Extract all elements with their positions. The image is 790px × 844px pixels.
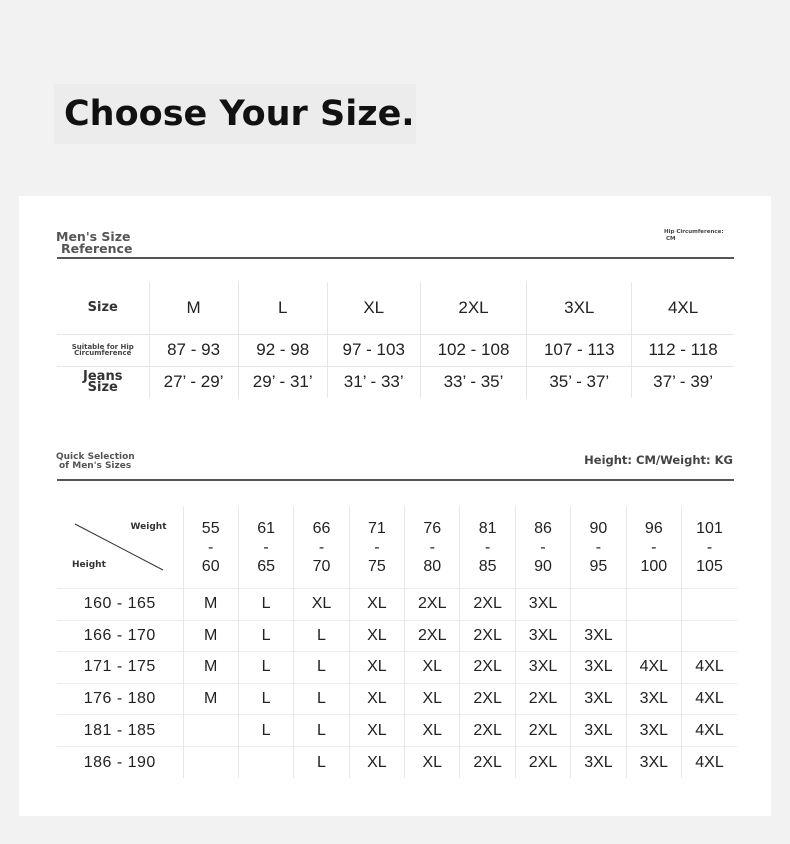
hip-unit-line2: CM bbox=[666, 236, 676, 243]
weight-dash: - bbox=[374, 538, 380, 556]
quick-selection-divider bbox=[57, 479, 734, 481]
hip-label-line1: Suitable for Hip bbox=[71, 342, 134, 351]
weight-range-header bbox=[238, 506, 293, 589]
jeans-label-line2: Size bbox=[87, 380, 118, 396]
size-recommendation: 4XL bbox=[682, 683, 737, 715]
height-range: 186 - 190 bbox=[57, 746, 183, 778]
size-recommendation: XL bbox=[349, 652, 404, 684]
weight-dash: - bbox=[651, 538, 657, 556]
size-recommendation: 2XL bbox=[405, 620, 460, 652]
height-range: 176 - 180 bbox=[57, 683, 183, 715]
weight-hi: 70 bbox=[312, 557, 331, 575]
hip-unit-line1: Hip Circumference: bbox=[664, 229, 724, 235]
size-recommendation: XL bbox=[349, 683, 404, 715]
size-reference-table bbox=[57, 282, 734, 398]
size-recommendation: 3XL bbox=[515, 620, 570, 652]
weight-hi: 90 bbox=[534, 557, 552, 575]
size-recommendation: L bbox=[238, 652, 293, 684]
height-row bbox=[57, 620, 737, 652]
hip-label-line2: Circumference bbox=[74, 349, 132, 357]
weight-lo: 81 bbox=[478, 519, 497, 537]
hip-cell: 102 - 108 bbox=[420, 334, 527, 366]
quick-selection-table bbox=[57, 506, 737, 778]
jeans-cell: 27’ - 29’ bbox=[149, 366, 238, 398]
size-recommendation: L bbox=[294, 746, 349, 778]
size-recommendation: 4XL bbox=[682, 715, 737, 747]
weight-hi: 65 bbox=[257, 557, 275, 575]
size-recommendation: 2XL bbox=[460, 683, 515, 715]
jeans-cell: 31’ - 33’ bbox=[327, 366, 420, 398]
quick-selection-title-line2: of Men's Sizes bbox=[59, 460, 132, 471]
size-row bbox=[57, 282, 734, 334]
weight-dash: - bbox=[429, 538, 435, 556]
weight-lo: 90 bbox=[589, 519, 608, 537]
hip-unit-label bbox=[664, 229, 724, 243]
size-recommendation: L bbox=[294, 652, 349, 684]
size-recommendation: 2XL bbox=[515, 683, 570, 715]
hip-cell: 97 - 103 bbox=[327, 334, 420, 366]
size-cell: 2XL bbox=[420, 282, 527, 334]
weight-hi: 60 bbox=[201, 557, 220, 575]
weight-hi: 100 bbox=[640, 557, 668, 575]
size-recommendation: 2XL bbox=[460, 652, 515, 684]
size-recommendation bbox=[183, 715, 238, 747]
size-recommendation: L bbox=[294, 620, 349, 652]
weight-hi: 95 bbox=[589, 557, 608, 575]
jeans-label-line1: Jeans bbox=[83, 368, 123, 384]
size-recommendation: L bbox=[294, 683, 349, 715]
size-recommendation: M bbox=[183, 683, 238, 715]
size-cell: 4XL bbox=[667, 297, 699, 317]
size-recommendation bbox=[626, 589, 681, 621]
size-recommendation: 4XL bbox=[626, 652, 681, 684]
weight-lo: 76 bbox=[423, 519, 442, 537]
weight-dash: - bbox=[706, 538, 713, 556]
hip-cell: 107 - 113 bbox=[527, 334, 632, 366]
height-row bbox=[57, 652, 737, 684]
height-row bbox=[57, 715, 737, 747]
size-recommendation: L bbox=[238, 715, 293, 747]
size-row-label: Size bbox=[57, 282, 149, 334]
size-recommendation: 4XL bbox=[682, 652, 737, 684]
size-recommendation: M bbox=[183, 652, 238, 684]
page-title: Choose Your Size. bbox=[54, 84, 416, 144]
weight-range-header bbox=[682, 506, 737, 589]
size-reference-title-line1: Men's Size bbox=[56, 229, 131, 244]
size-recommendation: XL bbox=[405, 683, 460, 715]
size-recommendation: 3XL bbox=[571, 652, 626, 684]
weight-range-header bbox=[349, 506, 404, 589]
weight-axis-label: Weight bbox=[130, 522, 167, 532]
size-recommendation: XL bbox=[405, 746, 460, 778]
weight-lo: 96 bbox=[644, 519, 663, 537]
size-recommendation: 2XL bbox=[460, 746, 515, 778]
quick-selection-title-line1: Quick Selection bbox=[56, 452, 135, 462]
size-recommendation: 3XL bbox=[626, 715, 681, 747]
size-recommendation bbox=[682, 620, 737, 652]
hip-cell: 92 - 98 bbox=[238, 334, 327, 366]
size-recommendation: 2XL bbox=[460, 620, 515, 652]
size-recommendation bbox=[183, 746, 238, 778]
weight-range-header bbox=[571, 506, 626, 589]
weight-lo: 66 bbox=[312, 519, 331, 537]
size-recommendation: 2XL bbox=[460, 715, 515, 747]
size-recommendation: XL bbox=[349, 589, 404, 621]
size-recommendation: XL bbox=[405, 715, 460, 747]
weight-hi: 80 bbox=[423, 557, 442, 575]
weight-hi: 105 bbox=[696, 557, 723, 575]
size-recommendation: XL bbox=[294, 589, 349, 621]
height-range: 181 - 185 bbox=[57, 715, 183, 747]
weight-lo: 61 bbox=[257, 519, 275, 537]
hip-row-label bbox=[57, 334, 149, 366]
size-recommendation: L bbox=[238, 620, 293, 652]
weight-range-header bbox=[405, 506, 460, 589]
size-reference-divider bbox=[57, 257, 734, 259]
size-recommendation: M bbox=[183, 620, 238, 652]
height-range: 160 - 165 bbox=[57, 589, 183, 621]
weight-range-header bbox=[626, 506, 681, 589]
size-recommendation: 3XL bbox=[515, 652, 570, 684]
size-recommendation: 2XL bbox=[460, 589, 515, 621]
jeans-cell: 29’ - 31’ bbox=[238, 366, 327, 398]
height-row bbox=[57, 746, 737, 778]
height-range: 171 - 175 bbox=[57, 652, 183, 684]
weight-lo: 86 bbox=[534, 519, 552, 537]
size-recommendation: L bbox=[238, 683, 293, 715]
hip-row bbox=[57, 334, 734, 366]
height-axis-label: Height bbox=[72, 560, 106, 570]
weight-range-header bbox=[515, 506, 570, 589]
size-recommendation: L bbox=[294, 715, 349, 747]
hip-cell: 87 - 93 bbox=[149, 334, 238, 366]
height-row bbox=[57, 589, 737, 621]
size-recommendation: 3XL bbox=[515, 589, 570, 621]
size-recommendation: 2XL bbox=[405, 589, 460, 621]
weight-range-header bbox=[460, 506, 515, 589]
weight-hi: 85 bbox=[478, 557, 497, 575]
size-chart-card bbox=[19, 196, 771, 816]
size-recommendation: XL bbox=[349, 746, 404, 778]
weight-dash: - bbox=[263, 538, 269, 556]
height-weight-unit: Height: CM/Weight: KG bbox=[584, 453, 733, 467]
size-recommendation bbox=[682, 589, 737, 621]
corner-cell bbox=[57, 506, 183, 589]
size-cell: L bbox=[238, 282, 327, 334]
size-recommendation: M bbox=[183, 589, 238, 621]
hip-cell: 112 - 118 bbox=[632, 334, 734, 366]
weight-dash: - bbox=[540, 538, 546, 556]
size-recommendation: 2XL bbox=[515, 715, 570, 747]
jeans-cell: 33’ - 35’ bbox=[420, 366, 527, 398]
weight-lo: 55 bbox=[201, 519, 220, 537]
size-recommendation bbox=[238, 746, 293, 778]
jeans-cell: 37’ - 39’ bbox=[632, 366, 734, 398]
size-recommendation: XL bbox=[349, 620, 404, 652]
size-reference-title-line2: Reference bbox=[61, 240, 133, 256]
size-recommendation: XL bbox=[349, 715, 404, 747]
size-recommendation: 3XL bbox=[571, 620, 626, 652]
size-recommendation: L bbox=[238, 589, 293, 621]
weight-lo: 71 bbox=[367, 519, 386, 537]
height-range: 166 - 170 bbox=[57, 620, 183, 652]
jeans-row bbox=[57, 366, 734, 398]
height-row bbox=[57, 683, 737, 715]
jeans-row-label bbox=[57, 366, 149, 398]
weight-dash: - bbox=[595, 538, 602, 556]
size-cell: 3XL bbox=[527, 282, 632, 334]
size-recommendation: 3XL bbox=[571, 715, 626, 747]
size-cell: XL bbox=[327, 282, 420, 334]
size-recommendation bbox=[626, 620, 681, 652]
weight-dash: - bbox=[484, 538, 491, 556]
jeans-cell: 35’ - 37’ bbox=[527, 366, 632, 398]
weight-range-header bbox=[183, 506, 238, 589]
size-reference-title bbox=[56, 231, 132, 255]
weight-dash: - bbox=[208, 538, 214, 556]
weight-range-header bbox=[294, 506, 349, 589]
size-recommendation: XL bbox=[405, 652, 460, 684]
weight-header-row bbox=[57, 506, 737, 589]
size-cell: M bbox=[149, 282, 238, 334]
size-recommendation: 3XL bbox=[571, 746, 626, 778]
size-recommendation: 2XL bbox=[515, 746, 570, 778]
weight-dash: - bbox=[318, 538, 325, 556]
size-recommendation: 3XL bbox=[626, 746, 681, 778]
size-recommendation: 3XL bbox=[571, 683, 626, 715]
diagonal-divider bbox=[57, 506, 183, 588]
height-weight-corner bbox=[57, 506, 183, 588]
quick-selection-title bbox=[56, 453, 135, 470]
size-recommendation: 3XL bbox=[626, 683, 681, 715]
size-recommendation bbox=[571, 589, 626, 621]
size-recommendation: 4XL bbox=[682, 746, 737, 778]
weight-lo: 101 bbox=[696, 519, 723, 537]
weight-hi: 75 bbox=[367, 557, 386, 575]
